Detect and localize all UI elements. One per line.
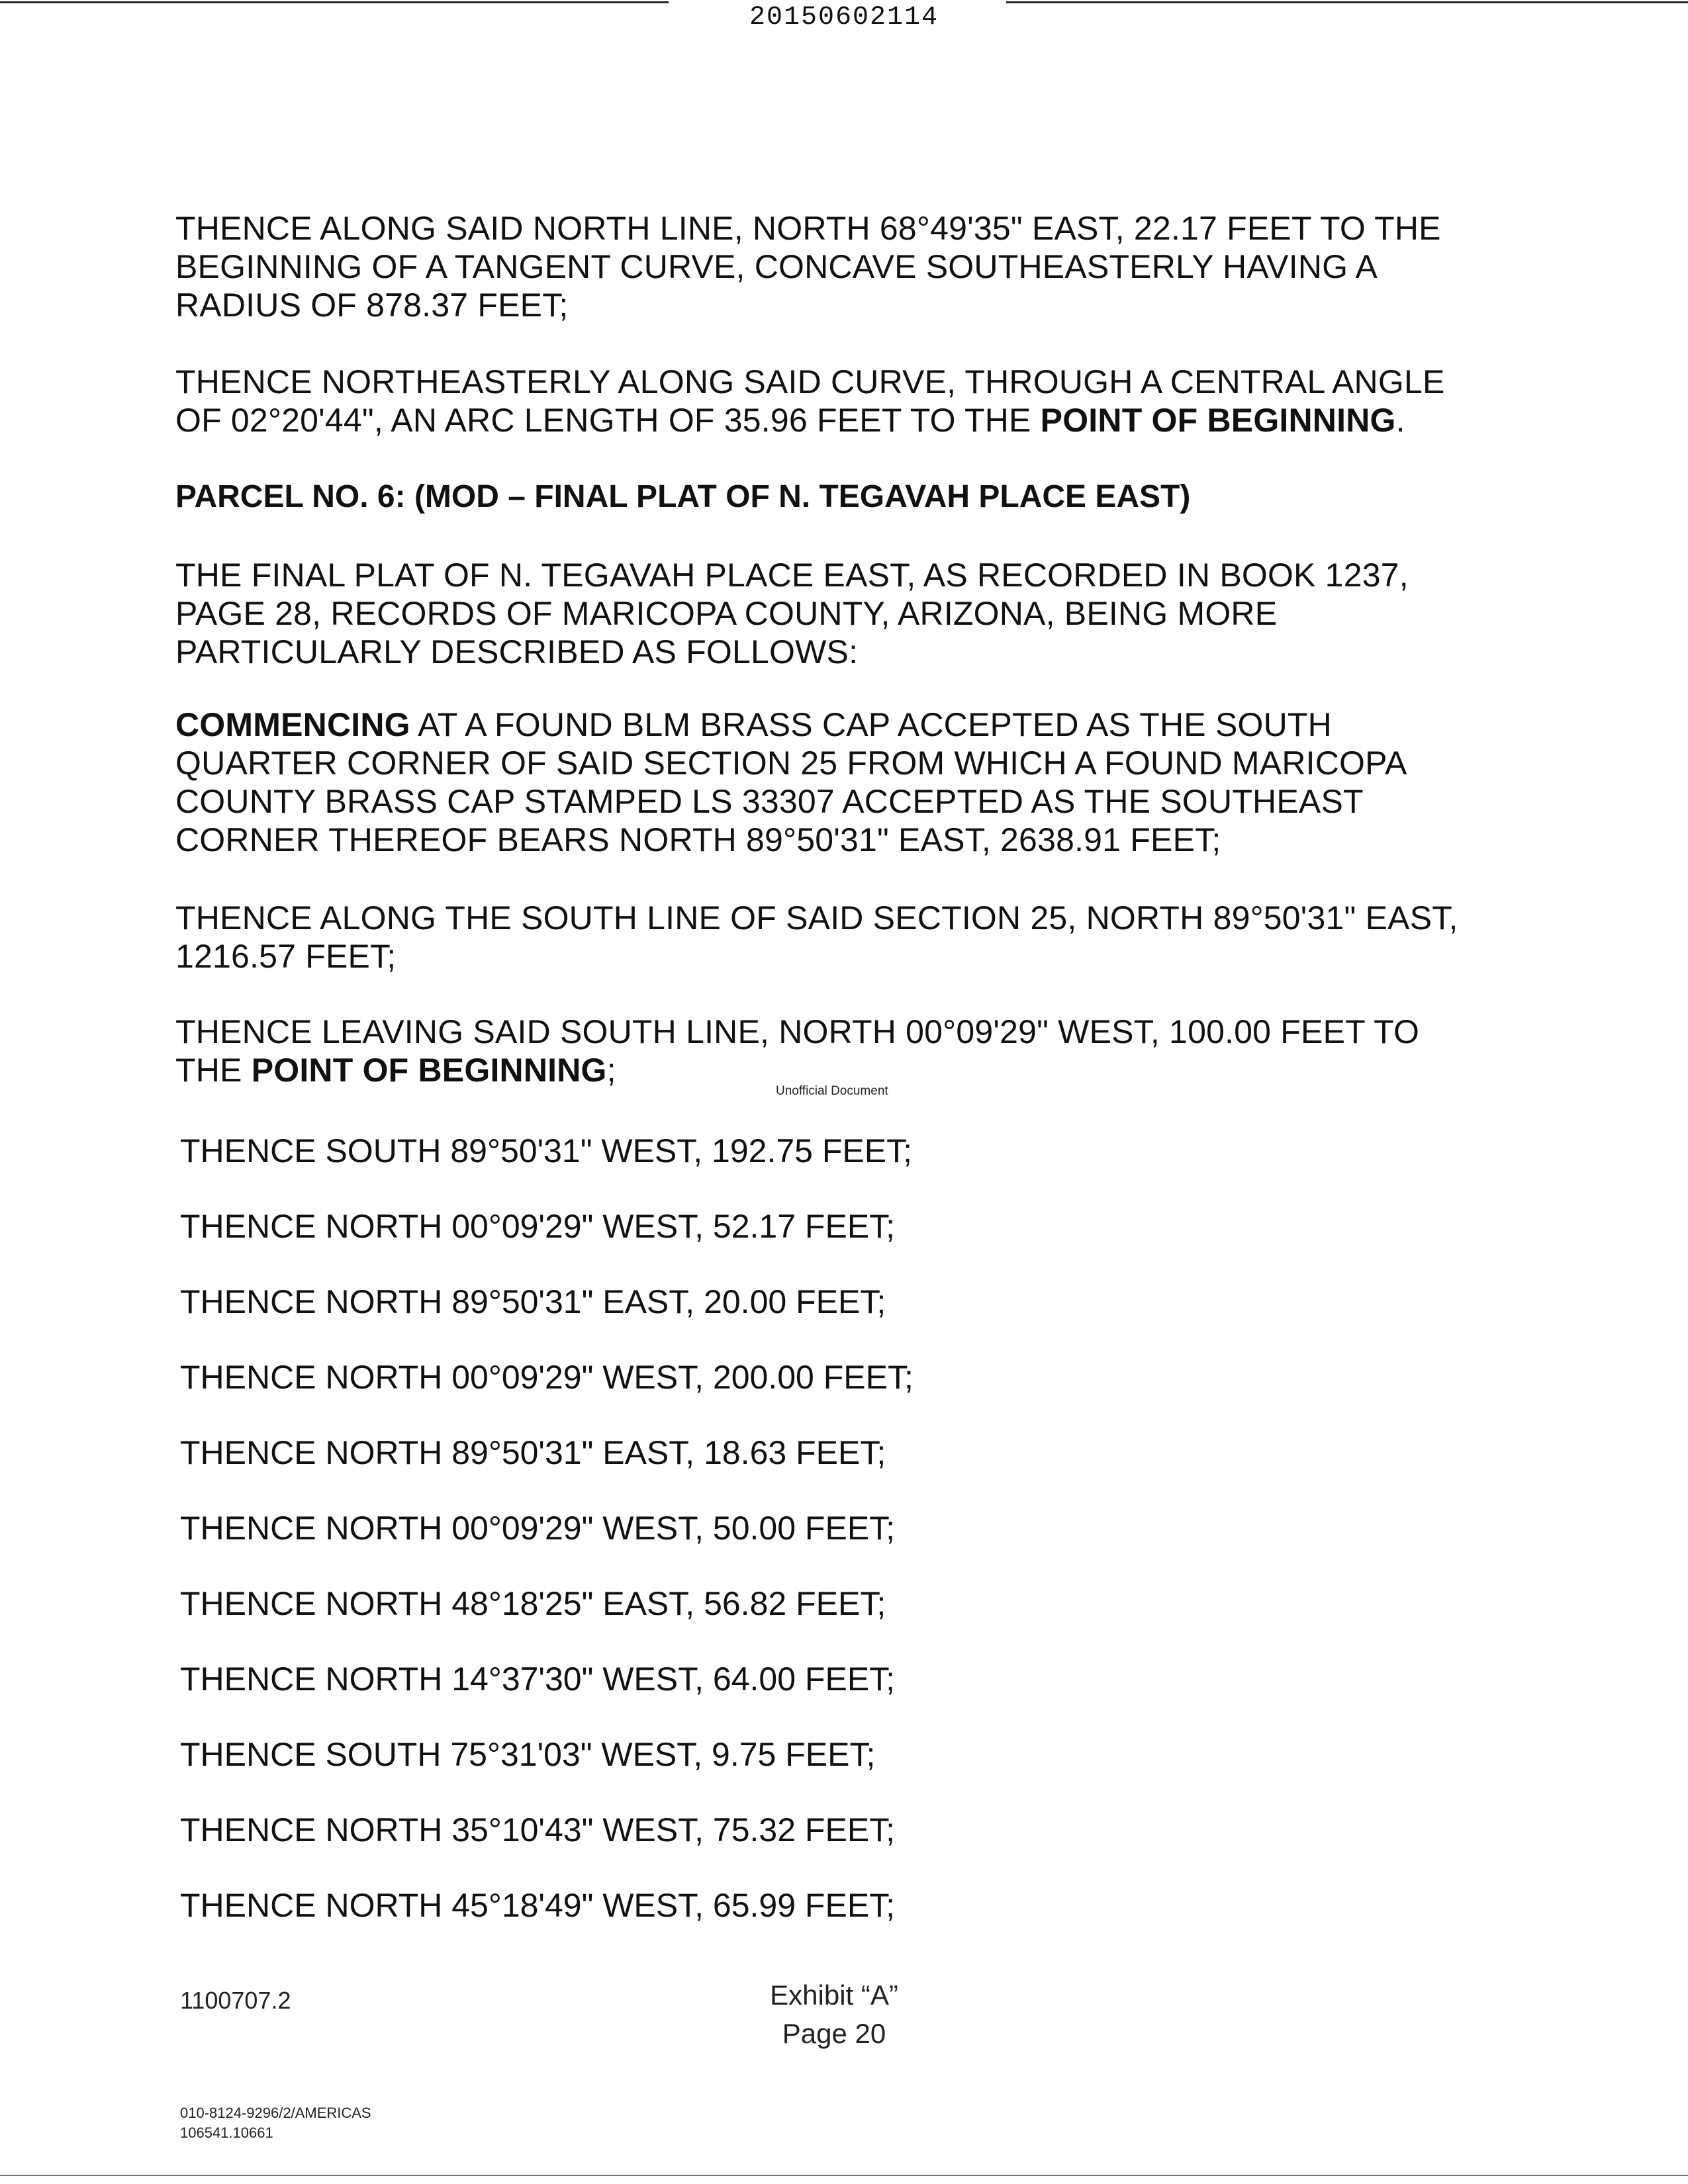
paragraph-text: THENCE LEAVING SAID SOUTH LINE, NORTH 00°09'29" WEST, 100.00 FEET TO THE xyxy=(175,1013,1420,1089)
footer-code-americas: 010-8124-9296/2/AMERICAS xyxy=(180,2105,371,2121)
paragraph-curve-to-pob xyxy=(175,363,1486,439)
course-line: THENCE SOUTH 75°31'03" WEST, 9.75 FEET; xyxy=(180,1736,876,1773)
course-line: THENCE NORTH 35°10'43" WEST, 75.32 FEET; xyxy=(180,1811,896,1848)
course-line: THENCE NORTH 48°18'25" EAST, 56.82 FEET; xyxy=(180,1585,886,1622)
paragraph-north-line: THENCE ALONG SAID NORTH LINE, NORTH 68°49'35" EAST, 22.17 FEET TO THE BEGINNING OF A TANGENT CURVE, CONCAVE SOUTHEASTERLY HAVING A RADIUS OF 878.37 FEET; xyxy=(175,210,1441,324)
exhibit-block xyxy=(728,1976,940,2053)
course-line: THENCE NORTH 14°37'30" WEST, 64.00 FEET; xyxy=(180,1661,896,1698)
footer-codes xyxy=(180,2103,371,2143)
parcel-heading: PARCEL NO. 6: (MOD – FINAL PLAT OF N. TEGAVAH PLACE EAST) xyxy=(175,479,1191,514)
page-number: Page 20 xyxy=(782,2018,886,2049)
footer-rule xyxy=(0,2175,1688,2176)
course-line: THENCE NORTH 89°50'31" EAST, 18.63 FEET; xyxy=(180,1434,886,1471)
paragraph-text: THENCE NORTHEASTERLY ALONG SAID CURVE, THROUGH A CENTRAL ANGLE OF 02°20'44", AN ARC LENGTH OF 35.96 FEET TO THE xyxy=(175,363,1445,439)
paragraph-final-plat: THE FINAL PLAT OF N. TEGAVAH PLACE EAST, AS RECORDED IN BOOK 1237, PAGE 28, RECORDS OF MARICOPA COUNTY, ARIZONA, BEING MORE PARTICULARLY DESCRIBED AS FOLLOWS: xyxy=(175,557,1409,670)
commencing-label: COMMENCING xyxy=(175,706,410,743)
point-of-beginning-label: POINT OF BEGINNING xyxy=(251,1052,607,1089)
paragraph-south-line: THENCE ALONG THE SOUTH LINE OF SAID SECTION 25, NORTH 89°50'31" EAST, 1216.57 FEET; xyxy=(175,899,1458,975)
recording-number: 20150602114 xyxy=(749,3,939,32)
paragraph-punctuation: ; xyxy=(606,1052,616,1089)
course-line: THENCE NORTH 00°09'29" WEST, 50.00 FEET; xyxy=(180,1510,896,1547)
course-line: THENCE NORTH 45°18'49" WEST, 65.99 FEET; xyxy=(180,1887,896,1924)
course-line: THENCE NORTH 89°50'31" EAST, 20.00 FEET; xyxy=(180,1283,886,1320)
course-line: THENCE NORTH 00°09'29" WEST, 52.17 FEET; xyxy=(180,1208,896,1245)
course-line: THENCE SOUTH 89°50'31" WEST, 192.75 FEET; xyxy=(180,1132,913,1169)
course-line: THENCE NORTH 00°09'29" WEST, 200.00 FEET; xyxy=(180,1359,914,1396)
paragraph-text: AT A FOUND BLM BRASS CAP ACCEPTED AS THE SOUTH QUARTER CORNER OF SAID SECTION 25 FROM WHICH A FOUND MARICOPA COUNTY BRASS CAP STAMPED LS 33307 ACCEPTED AS THE SOUTHEAST CORNER THEREOF BEARS NORTH 89°50'31" EAST, 2638.91 FEET; xyxy=(175,706,1405,858)
paragraph-commencing xyxy=(175,705,1486,859)
exhibit-label: Exhibit “A” xyxy=(770,1979,898,2011)
footer-code-matter: 106541.10661 xyxy=(180,2124,273,2141)
point-of-beginning-label: POINT OF BEGINNING xyxy=(1040,402,1396,439)
unofficial-watermark: Unofficial Document xyxy=(776,1084,888,1098)
paragraph-leaving-south-line xyxy=(175,1013,1486,1089)
paragraph-punctuation: . xyxy=(1395,402,1405,439)
document-id: 1100707.2 xyxy=(180,1987,291,2014)
